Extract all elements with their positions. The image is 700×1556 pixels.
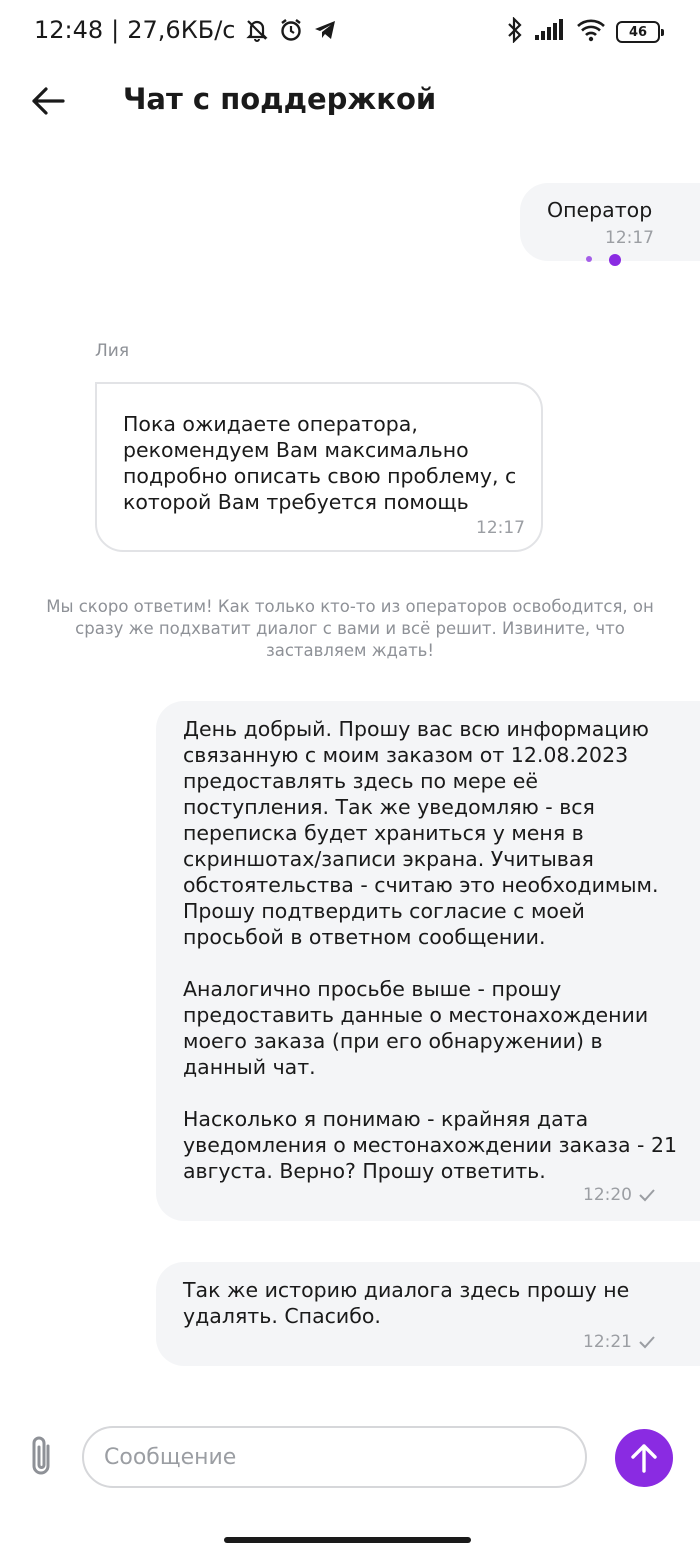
message-time-text: 12:17: [605, 228, 654, 248]
message-text: Пока ожидаете оператора, рекомендуем Вам максимально подробно описать свою проблему, с которой Вам требуется помощь: [123, 412, 517, 514]
message-bubble-outgoing[interactable]: [520, 183, 700, 261]
message-text: День добрый. Прошу вас всю информацию связанную с моим заказом от 12.08.2023 предоставлять здесь по мере её поступления. Так же уведомляю - вся переписка будет храниться у меня в скриншотах/записи экрана. Учитывая обстоятельства - считаю это необходимым. Прошу подтвердить согласие с моей просьбой в ответном сообщении. Аналогично просьбе выше - прошу предоставить данные о местонахождении моего заказа (при его обнаружении) в данный чат. Насколько я понимаю - крайняя дата уведомления о местонахождении заказа - 21 августа. Верно? Прошу ответить.: [183, 717, 678, 1183]
arrow-up-icon: [629, 1442, 659, 1474]
system-note: Мы скоро ответим! Как только кто-то из операторов освободится, он сразу же подхватит диалог с вами и всё решит. Извините, что заставляем ждать!: [46, 597, 654, 660]
message-time: [605, 228, 654, 248]
check-icon: [638, 1188, 656, 1202]
bell-muted-icon: [244, 17, 270, 43]
wifi-icon: [576, 18, 606, 46]
message-input[interactable]: [82, 1426, 587, 1488]
back-button[interactable]: [28, 81, 68, 121]
message-text: Так же историю диалога здесь прошу не удалять. Спасибо.: [183, 1278, 630, 1328]
status-bar: [0, 0, 700, 62]
message-bubble-outgoing[interactable]: [156, 701, 700, 1221]
telegram-icon: [312, 17, 338, 43]
sender-name: Лия: [95, 341, 130, 361]
status-left: [34, 16, 338, 44]
message-time-text: 12:20: [583, 1185, 632, 1205]
home-indicator[interactable]: [224, 1537, 471, 1543]
status-right: [506, 17, 660, 47]
paperclip-icon: [26, 1434, 56, 1478]
alarm-clock-icon: [278, 17, 304, 43]
typing-dots-icon: [582, 254, 622, 266]
send-button[interactable]: [615, 1429, 673, 1487]
battery-icon: [616, 21, 660, 43]
message-time-text: 12:17: [476, 518, 525, 538]
signal-icon: [534, 19, 566, 45]
page-title: Чат с поддержкой: [123, 82, 437, 116]
status-separator: |: [111, 16, 120, 44]
arrow-left-icon: [30, 86, 66, 116]
message-time: [583, 1332, 656, 1352]
message-bubble-incoming[interactable]: [95, 382, 543, 552]
status-time: 12:48: [34, 16, 104, 44]
check-icon: [638, 1335, 656, 1349]
chat-header: [0, 70, 700, 132]
message-time: [583, 1185, 656, 1205]
attach-button[interactable]: [22, 1433, 60, 1479]
message-time: [476, 518, 525, 538]
message-bubble-outgoing[interactable]: [156, 1262, 700, 1366]
bluetooth-icon: [506, 17, 524, 47]
battery-level: 46: [628, 24, 648, 40]
message-time-text: 12:21: [583, 1332, 632, 1352]
status-net-speed: 27,6КБ/с: [127, 16, 236, 44]
message-text: Оператор: [547, 198, 653, 222]
